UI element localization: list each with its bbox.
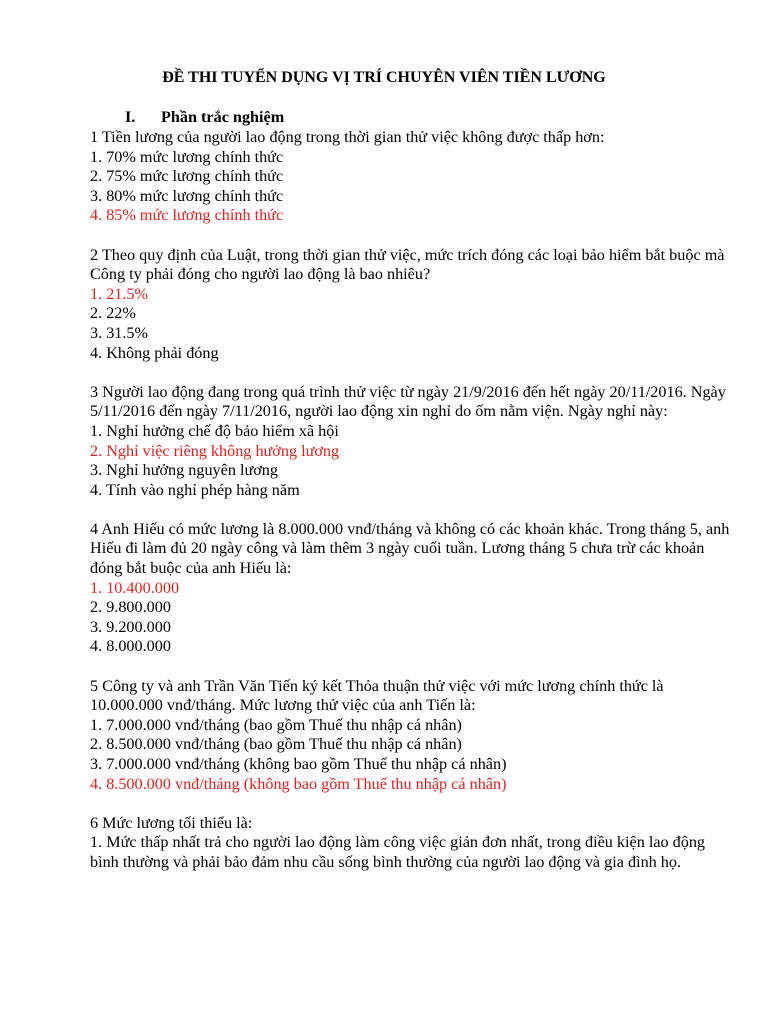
answer-option: 3. 7.000.000 vnđ/tháng (không bao gồm Thuế thu nhập cá nhân) [90, 755, 507, 773]
answer-option: 3. Nghỉ hưởng nguyên lương [90, 461, 278, 480]
answer-option: 2. 9.800.000 [90, 598, 171, 617]
question-spacer [90, 794, 730, 814]
answer-option: 3. 80% mức lương chính thức [90, 186, 284, 205]
answer-option: 3. 9.200.000 [90, 617, 171, 636]
question-block [90, 520, 730, 657]
question-spacer [90, 363, 730, 383]
answer-option: 1. 7.000.000 vnđ/tháng (bao gồm Thuế thu nhập cá nhân) [90, 715, 462, 734]
answer-option: 1. 70% mức lương chính thức [90, 147, 284, 166]
question-block [90, 677, 730, 795]
section-label: Phần trắc nghiệm [161, 108, 285, 126]
answer-option-correct: 1. 10.400.000 [90, 578, 180, 597]
answer-option-correct: 1. 21.5% [90, 284, 148, 303]
answer-option: 2. 8.500.000 vnđ/tháng (bao gồm Thuế thu nhập cá nhân) [90, 735, 462, 754]
question-text: 1 Tiền lương của người lao động trong thời gian thử việc không được thấp hơn: [90, 128, 605, 146]
question-block [90, 246, 730, 364]
answer-option: 4. Không phải đóng [90, 343, 219, 362]
answer-option-correct: 4. 8.500.000 vnđ/tháng (không bao gồm Thuế thu nhập cá nhân) [90, 774, 507, 793]
answer-option-correct: 4. 85% mức lương chính thức [90, 206, 284, 225]
question-text: 6 Mức lương tối thiểu là: [90, 813, 253, 832]
answer-option: 3. 31.5% [90, 323, 148, 342]
question-text: 4 Anh Hiếu có mức lương là 8.000.000 vnđ/tháng và không có các khoản khác. Trong tháng 5, anh Hiếu đi làm đủ 20 ngày công và làm thêm 3 ngày cuối tuần. Lương tháng 5 chưa trừ các khoản đóng bắt buộc của anh Hiếu là: [90, 519, 730, 578]
question-text: 3 Người lao động đang trong quá trình thử việc từ ngày 21/9/2016 đến hết ngày 20/11/2016. Ngày 5/11/2016 đến ngày 7/11/2016, người lao động xin nghỉ do ốm nằm viện. Ngày nghỉ này: [90, 382, 726, 421]
question-spacer [90, 657, 730, 677]
question-block [90, 383, 730, 501]
section-heading [125, 108, 284, 127]
answer-option: 2. 75% mức lương chính thức [90, 167, 284, 186]
answer-option: 1. Mức thấp nhất trả cho người lao động làm công việc giản đơn nhất, trong điều kiện lao động bình thường và phải bảo đảm nhu cầu sống bình thường của người lao động và gia đình họ. [90, 833, 706, 871]
answer-option: 1. Nghỉ hưởng chế độ bảo hiểm xã hội [90, 421, 339, 440]
question-text: 2 Theo quy định của Luật, trong thời gian thử việc, mức trích đóng các loại bảo hiểm bắt buộc mà Công ty phải đóng cho người lao động là bao nhiêu? [90, 245, 725, 284]
answer-option: 2. 22% [90, 304, 136, 323]
question-spacer [90, 226, 730, 246]
answer-option-correct: 2. Nghỉ việc riêng không hưởng lương [90, 441, 340, 460]
question-text: 5 Công ty và anh Trần Văn Tiến ký kết Thỏa thuận thử việc với mức lương chính thức là 10.000.000 vnđ/tháng. Mức lương thử việc của anh Tiến là: [90, 676, 664, 715]
question-spacer [90, 500, 730, 520]
question-block [90, 814, 730, 873]
section-number: I. [125, 108, 136, 126]
answer-option: 4. Tính vào nghỉ phép hàng năm [90, 480, 300, 499]
question-list [90, 128, 730, 873]
document-title: ĐỀ THI TUYỂN DỤNG VỊ TRÍ CHUYÊN VIÊN TIỀN LƯƠNG [162, 69, 606, 86]
question-block [90, 128, 730, 226]
answer-option: 4. 8.000.000 [90, 637, 171, 656]
